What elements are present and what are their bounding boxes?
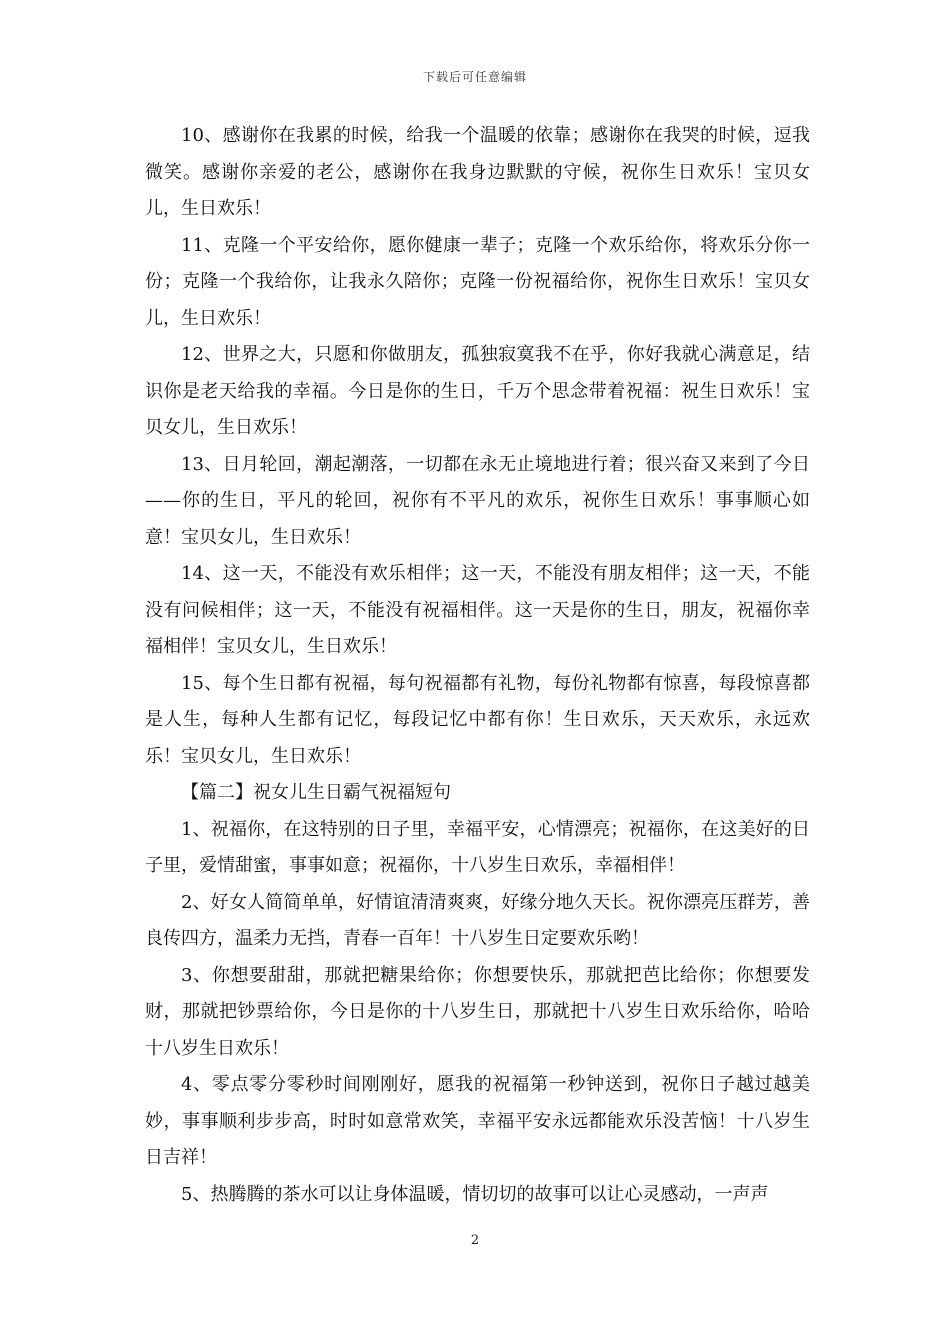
paragraph-12: 12、世界之大，只愿和你做朋友，孤独寂寞我不在乎，你好我就心满意足，结识你是老天给我的幸福。今日是你的生日，千万个思念带着祝福：祝生日欢乐！宝贝女儿，生日欢乐！: [145, 344, 810, 438]
paragraph-1: 1、祝福你，在这特别的日子里，幸福平安，心情漂亮；祝福你，在这美好的日子里，爱情甜蜜，事事如意；祝福你，十八岁生日欢乐，幸福相伴！: [145, 818, 810, 876]
section-heading: 【篇二】祝女儿生日霸气祝福短句: [181, 782, 451, 803]
paragraph-3: 3、你想要甜甜，那就把糖果给你；你想要快乐，那就把芭比给你；你想要发财，那就把钞票给你，今日是你的十八岁生日，那就把十八岁生日欢乐给你，哈哈十八岁生日欢乐！: [145, 964, 810, 1059]
paragraph-4: 4、零点零分零秒时间刚刚好，愿我的祝福第一秒钟送到，祝你日子越过越美妙，事事顺利步步高，时时如意常欢笑，幸福平安永远都能欢乐没苦恼！十八岁生日吉祥！: [145, 1074, 810, 1168]
document-body: [145, 118, 810, 1213]
paragraph-2: 2、好女人简简单单，好情谊清清爽爽，好缘分地久天长。祝你漂亮压群芳，善良传四方，温柔力无挡，青春一百年！十八岁生日定要欢乐哟！: [145, 891, 810, 949]
paragraph-15: 15、每个生日都有祝福，每句祝福都有礼物，每份礼物都有惊喜，每段惊喜都是人生，每种人生都有记忆，每段记忆中都有你！生日欢乐，天天欢乐，永远欢乐！宝贝女儿，生日欢乐！: [145, 672, 810, 767]
paragraph-5: 5、热腾腾的茶水可以让身体温暖，情切切的故事可以让心灵感动，一声声: [181, 1183, 769, 1205]
page-number: 2: [470, 1233, 480, 1248]
paragraph-10: 10、感谢你在我累的时候，给我一个温暖的依靠；感谢你在我哭的时候，逗我微笑。感谢你亲爱的老公，感谢你在我身边默默的守候，祝你生日欢乐！宝贝女儿，生日欢乐！: [145, 125, 810, 219]
page-header: 下载后可任意编辑: [422, 70, 527, 84]
paragraph-11: 11、克隆一个平安给你，愿你健康一辈子；克隆一个欢乐给你，将欢乐分你一份；克隆一个我给你，让我永久陪你；克隆一份祝福给你，祝你生日欢乐！宝贝女儿，生日欢乐！: [145, 234, 810, 329]
paragraph-14: 14、这一天，不能没有欢乐相伴；这一天，不能没有朋友相伴；这一天，不能没有问候相伴；这一天，不能没有祝福相伴。这一天是你的生日，朋友，祝福你幸福相伴！宝贝女儿，生日欢乐！: [145, 563, 810, 657]
paragraph-13: 13、日月轮回，潮起潮落，一切都在永无止境地进行着；很兴奋又来到了今日——你的生日，平凡的轮回，祝你有不平凡的欢乐，祝你生日欢乐！事事顺心如意！宝贝女儿，生日欢乐！: [145, 453, 810, 548]
